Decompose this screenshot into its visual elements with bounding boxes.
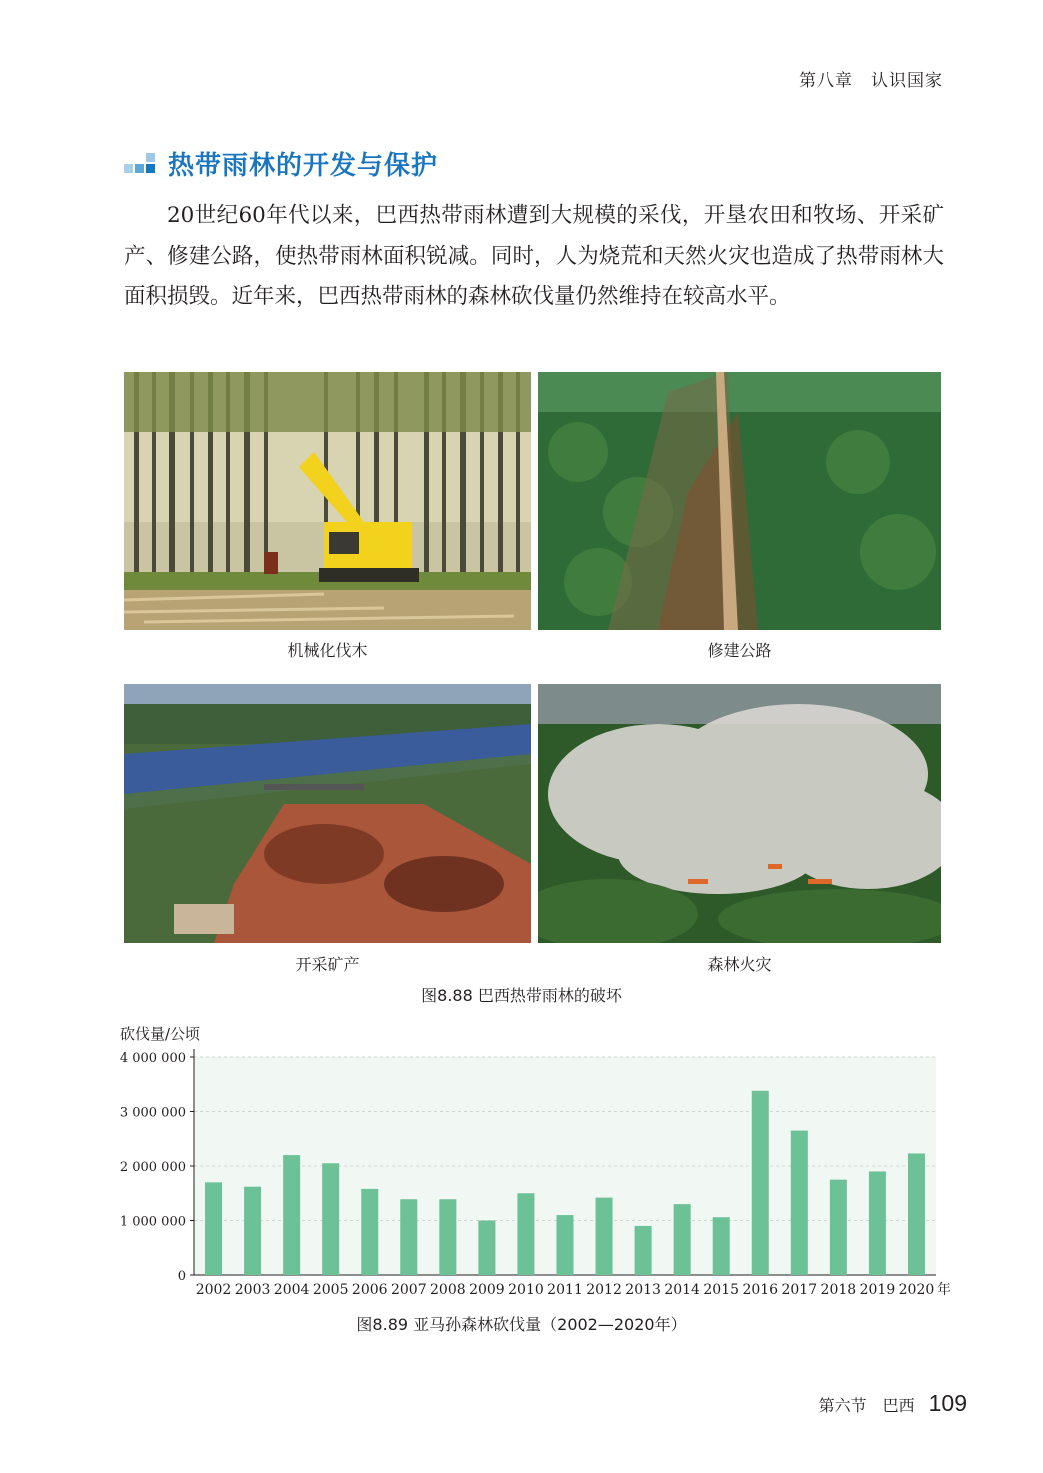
bar-2016 — [752, 1091, 769, 1275]
photo-mining — [124, 684, 531, 943]
x-tick-label: 2009 — [469, 1282, 505, 1298]
y-tick-label: 4 000 000 — [120, 1051, 186, 1066]
y-axis-label: 砍伐量/公顷 — [120, 1025, 201, 1043]
x-tick-label: 2014 — [664, 1282, 700, 1298]
bar-2017 — [791, 1131, 808, 1275]
bar-2018 — [830, 1180, 847, 1275]
page-number: 109 — [928, 1390, 967, 1416]
x-axis-unit: 年 — [937, 1282, 950, 1298]
x-tick-label: 2012 — [586, 1282, 622, 1298]
bar-2010 — [517, 1193, 534, 1275]
x-tick-label: 2018 — [820, 1282, 857, 1298]
x-tick-label: 2011 — [547, 1282, 583, 1298]
body-paragraph: 20世纪60年代以来，巴西热带雨林遭到大规模的采伐，开垦农田和牧场、开采矿产、修建公路，使热带雨林面积锐减。同时，人为烧荒和天然火灾也造成了热带雨林大面积损毁。近年来，巴西热带雨林的森林砍伐量仍然维持在较高水平。 — [124, 203, 944, 309]
x-tick-label: 2010 — [508, 1282, 544, 1298]
x-tick-label: 2017 — [781, 1282, 818, 1298]
y-tick-label: 0 — [177, 1269, 186, 1284]
footer-section: 第六节 巴西 — [818, 1396, 915, 1415]
x-tick-label: 2016 — [742, 1282, 779, 1298]
x-tick-label: 2006 — [351, 1282, 388, 1298]
section-heading-icon — [124, 151, 158, 177]
bar-2005 — [322, 1163, 339, 1275]
bar-2011 — [557, 1215, 574, 1275]
bar-2014 — [674, 1204, 691, 1275]
y-tick-label: 1 000 000 — [120, 1214, 186, 1230]
bar-2006 — [361, 1189, 378, 1275]
x-tick-label: 2020 — [898, 1282, 935, 1298]
photo-forest-fire — [538, 684, 941, 943]
bar-2002 — [205, 1182, 222, 1275]
x-tick-label: 2007 — [390, 1282, 427, 1298]
figure-889-caption: 图8.89 亚马孙森林砍伐量（2002—2020年） — [356, 1315, 687, 1334]
bar-2003 — [244, 1187, 261, 1275]
photo-caption-road-construction: 修建公路 — [707, 641, 772, 660]
x-tick-label: 2005 — [312, 1282, 349, 1298]
chapter-header: 第八章 认识国家 — [799, 71, 943, 91]
x-tick-label: 2008 — [430, 1282, 466, 1298]
photo-mechanized-logging — [124, 372, 531, 630]
photo-caption-mechanized-logging: 机械化伐木 — [287, 641, 368, 660]
section-heading — [124, 145, 438, 182]
bar-2004 — [283, 1155, 300, 1275]
x-tick-label: 2013 — [625, 1282, 661, 1298]
bar-2015 — [713, 1217, 730, 1275]
x-tick-label: 2015 — [703, 1282, 740, 1298]
deforestation-chart-svg — [120, 1022, 950, 1312]
x-tick-label: 2004 — [273, 1282, 310, 1298]
page-footer — [819, 1390, 967, 1417]
x-tick-label: 2019 — [859, 1282, 896, 1298]
bar-2009 — [478, 1221, 495, 1276]
photo-caption-forest-fire: 森林火灾 — [707, 955, 772, 974]
bar-2007 — [400, 1199, 417, 1275]
photo-caption-mining: 开采矿产 — [295, 955, 360, 974]
bar-2012 — [596, 1198, 613, 1275]
photo-road-construction — [538, 372, 941, 630]
figure-888-caption: 图8.88 巴西热带雨林的破坏 — [421, 986, 622, 1005]
deforestation-chart — [120, 1022, 950, 1312]
bar-2019 — [869, 1171, 886, 1275]
bar-2008 — [439, 1199, 456, 1275]
y-tick-label: 2 000 000 — [120, 1160, 186, 1175]
bar-2013 — [635, 1226, 652, 1275]
x-tick-label: 2002 — [195, 1282, 232, 1298]
bar-2020 — [908, 1153, 925, 1275]
x-tick-label: 2003 — [234, 1282, 271, 1298]
y-tick-label: 3 000 000 — [120, 1105, 186, 1121]
section-title: 热带雨林的开发与保护 — [168, 151, 439, 181]
